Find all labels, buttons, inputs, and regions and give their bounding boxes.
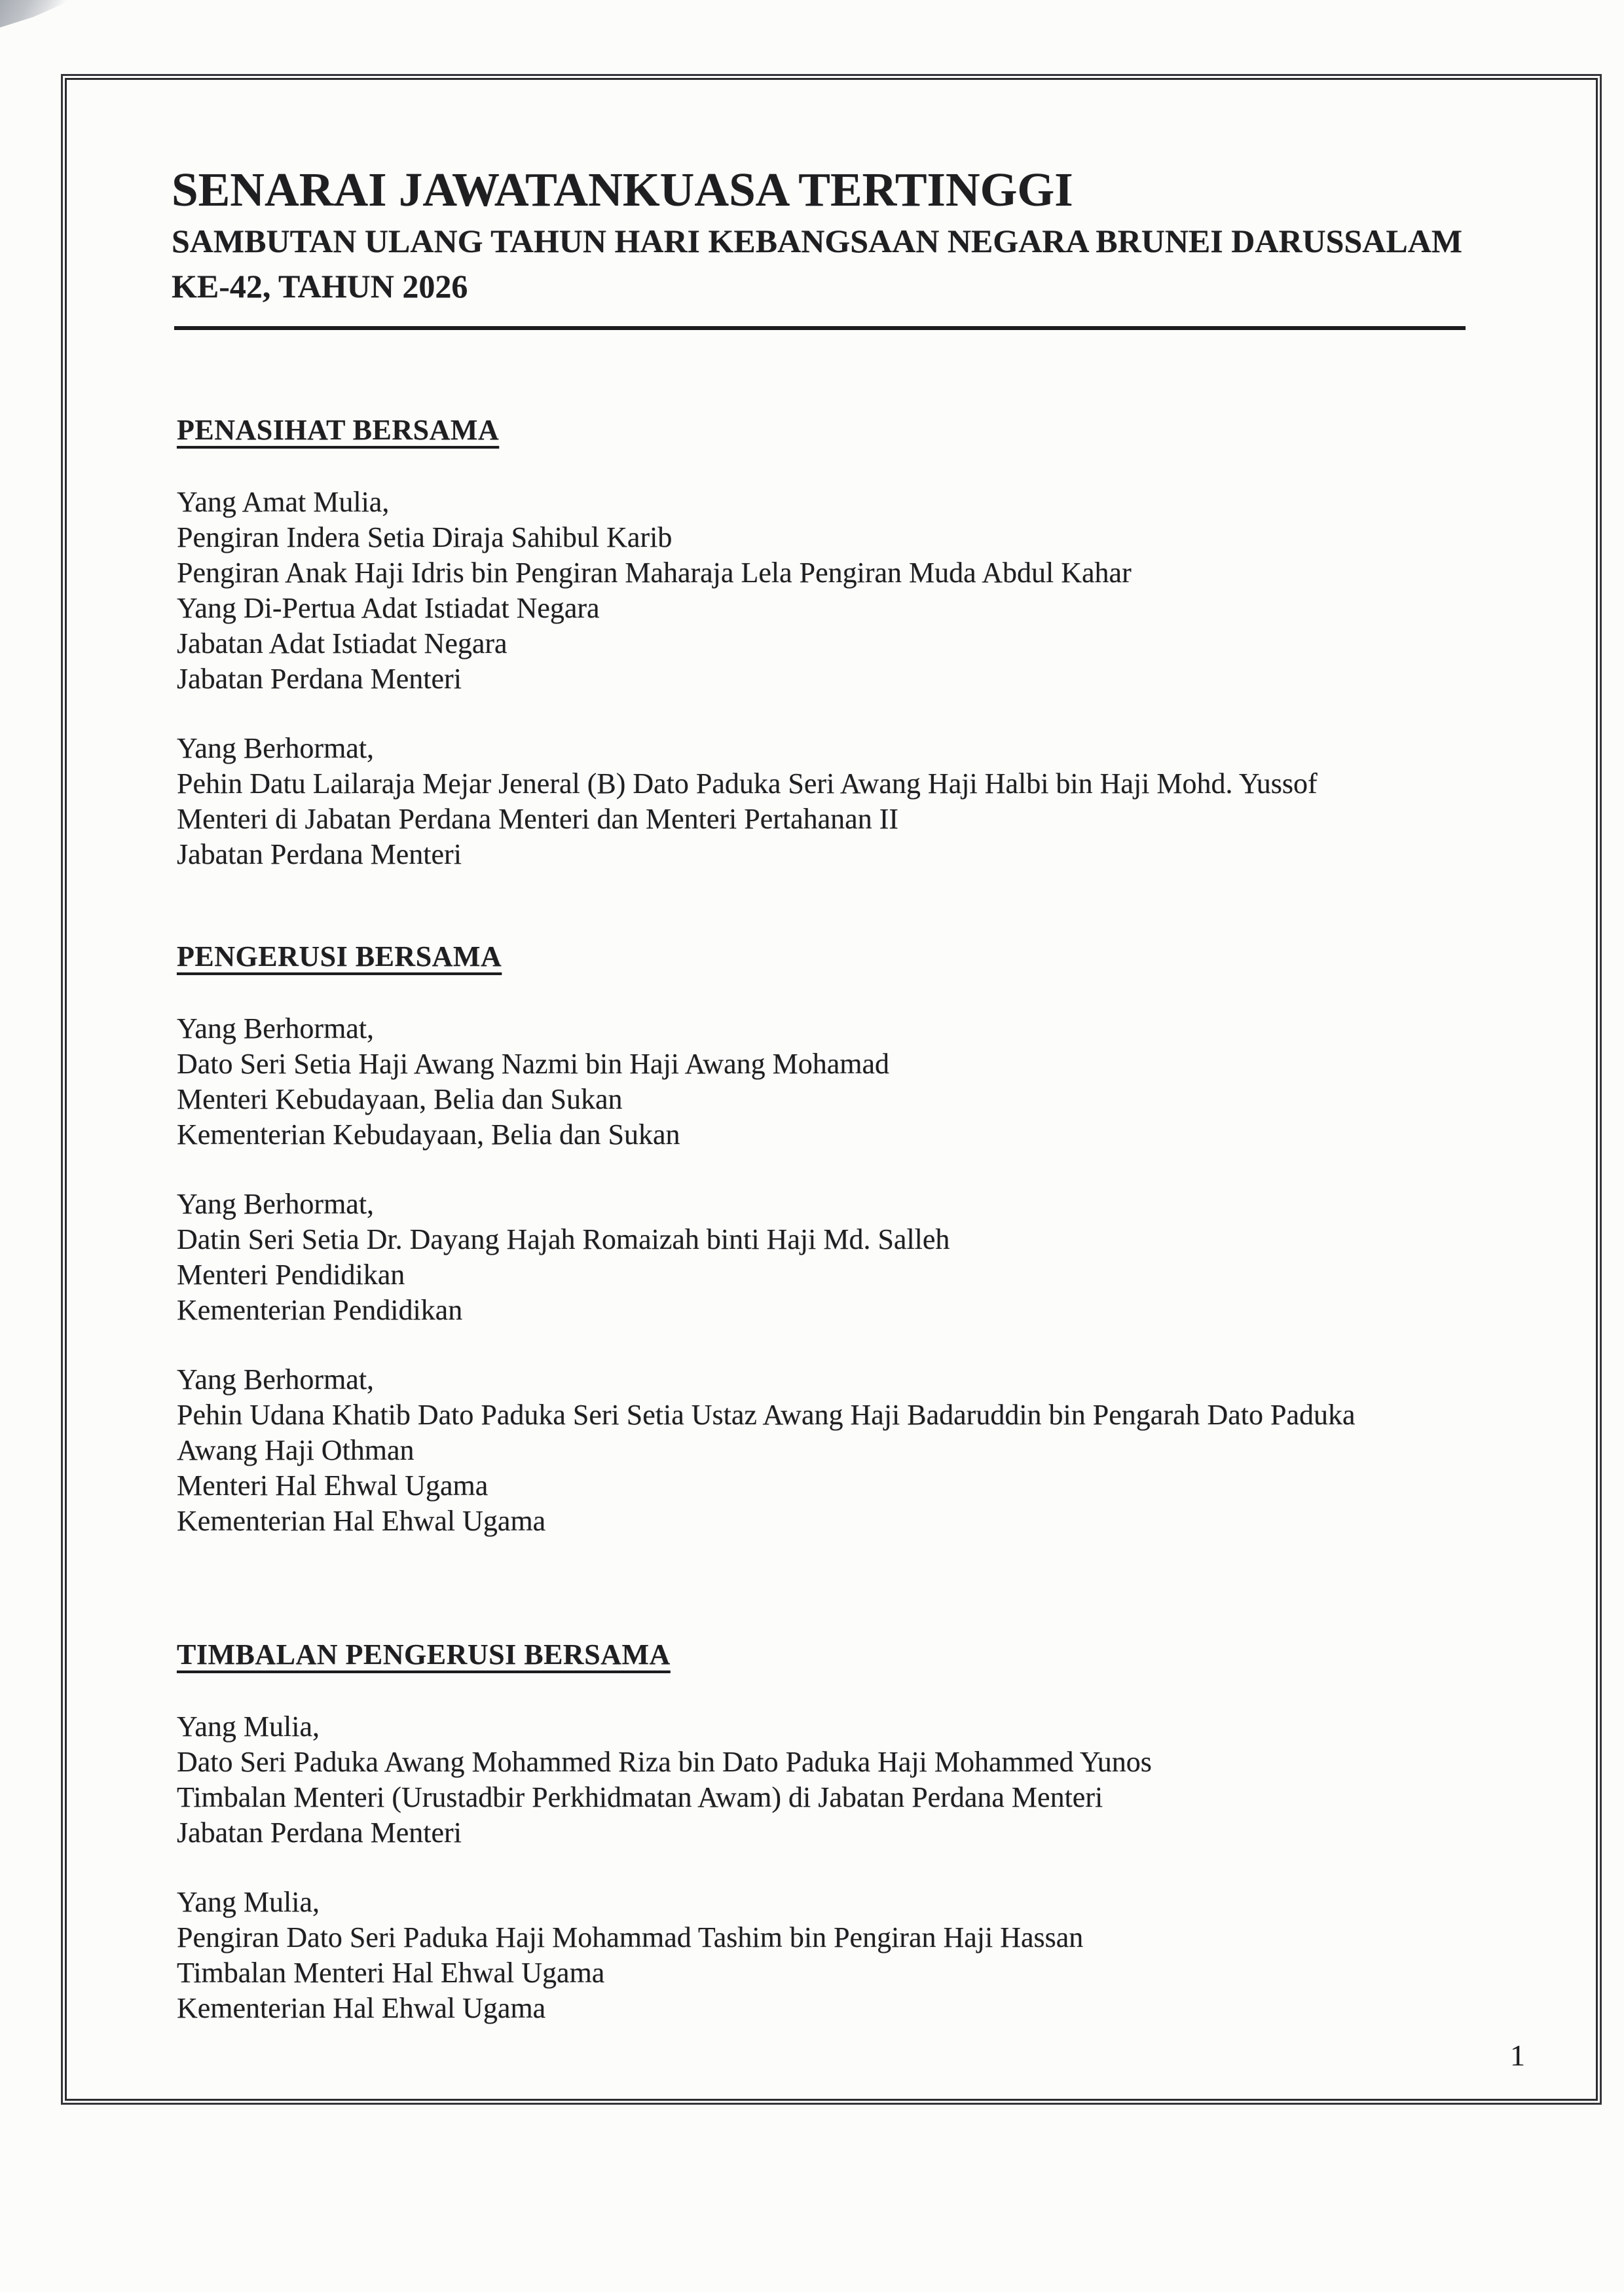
entry-line: Yang Berhormat, xyxy=(177,1363,375,1396)
entry-line: Menteri Hal Ehwal Ugama xyxy=(177,1469,489,1502)
section-header: TIMBALAN PENGERUSI BERSAMA xyxy=(177,1638,671,1671)
document-subtitle-line-1: SAMBUTAN ULANG TAHUN HARI KEBANGSAAN NEGARA BRUNEI DARUSSALAM xyxy=(172,223,1463,259)
entry-line: Awang Haji Othman xyxy=(177,1434,415,1466)
entry-line: Pehin Udana Khatib Dato Paduka Seri Setia Ustaz Awang Haji Badaruddin bin Pengarah Dato Paduka xyxy=(177,1399,1356,1431)
entry-line: Menteri Kebudayaan, Belia dan Sukan xyxy=(177,1083,623,1115)
entry-line: Timbalan Menteri (Urustadbir Perkhidmatan Awam) di Jabatan Perdana Menteri xyxy=(177,1781,1103,1813)
entry-line: Jabatan Perdana Menteri xyxy=(177,663,462,695)
entry-line: Kementerian Hal Ehwal Ugama xyxy=(177,1992,546,2024)
entry-line: Yang Amat Mulia, xyxy=(177,486,390,518)
entry-line: Kementerian Kebudayaan, Belia dan Sukan xyxy=(177,1118,680,1151)
document-body xyxy=(177,413,1486,2026)
committee-section-2 xyxy=(177,939,1486,1539)
title-divider-rule xyxy=(174,326,1466,330)
committee-member-entry xyxy=(177,1885,1486,2026)
entry-line: Jabatan Adat Istiadat Negara xyxy=(177,627,507,659)
committee-member-entry xyxy=(177,1709,1486,1851)
entry-line: Dato Seri Setia Haji Awang Nazmi bin Haji Awang Mohamad xyxy=(177,1048,890,1080)
entry-line: Yang Mulia, xyxy=(177,1710,320,1743)
committee-member-entry xyxy=(177,1187,1486,1328)
entry-line: Kementerian Hal Ehwal Ugama xyxy=(177,1505,546,1537)
entry-line: Menteri Pendidikan xyxy=(177,1259,405,1291)
committee-member-entry xyxy=(177,1362,1486,1539)
entry-line: Yang Berhormat, xyxy=(177,1188,375,1220)
entry-line: Yang Di-Pertua Adat Istiadat Negara xyxy=(177,592,600,624)
section-header: PENASIHAT BERSAMA xyxy=(177,414,500,446)
committee-member-entry xyxy=(177,1011,1486,1153)
entry-line: Yang Berhormat, xyxy=(177,1012,375,1044)
entry-line: Pengiran Indera Setia Diraja Sahibul Karib xyxy=(177,521,673,553)
document-title: SENARAI JAWATANKUASA TERTINGGI xyxy=(172,163,1073,216)
entry-line: Menteri di Jabatan Perdana Menteri dan Menteri Pertahanan II xyxy=(177,803,899,835)
committee-member-entry xyxy=(177,731,1486,872)
entry-line: Yang Berhormat, xyxy=(177,732,375,764)
entry-line: Kementerian Pendidikan xyxy=(177,1294,463,1326)
entry-line: Dato Seri Paduka Awang Mohammed Riza bin Dato Paduka Haji Mohammed Yunos xyxy=(177,1746,1152,1778)
page-number: 1 xyxy=(1510,2039,1525,2072)
committee-member-entry xyxy=(177,485,1486,697)
entry-line: Datin Seri Setia Dr. Dayang Hajah Romaizah binti Haji Md. Salleh xyxy=(177,1223,950,1255)
document-subtitle-line-2: KE-42, TAHUN 2026 xyxy=(172,268,468,305)
entry-line: Yang Mulia, xyxy=(177,1886,320,1918)
committee-section-3 xyxy=(177,1637,1486,2026)
entry-line: Timbalan Menteri Hal Ehwal Ugama xyxy=(177,1957,605,1989)
entry-line: Pehin Datu Lailaraja Mejar Jeneral (B) Dato Paduka Seri Awang Haji Halbi bin Haji Mohd. Yussof xyxy=(177,767,1318,800)
entry-line: Pengiran Anak Haji Idris bin Pengiran Maharaja Lela Pengiran Muda Abdul Kahar xyxy=(177,557,1132,589)
document-title-block xyxy=(172,164,1462,306)
entry-line: Pengiran Dato Seri Paduka Haji Mohammad Tashim bin Pengiran Haji Hassan xyxy=(177,1921,1084,1953)
scan-corner-artifact xyxy=(0,0,72,28)
entry-line: Jabatan Perdana Menteri xyxy=(177,838,462,870)
entry-line: Jabatan Perdana Menteri xyxy=(177,1817,462,1849)
section-header: PENGERUSI BERSAMA xyxy=(177,940,502,972)
committee-section-1 xyxy=(177,413,1486,872)
